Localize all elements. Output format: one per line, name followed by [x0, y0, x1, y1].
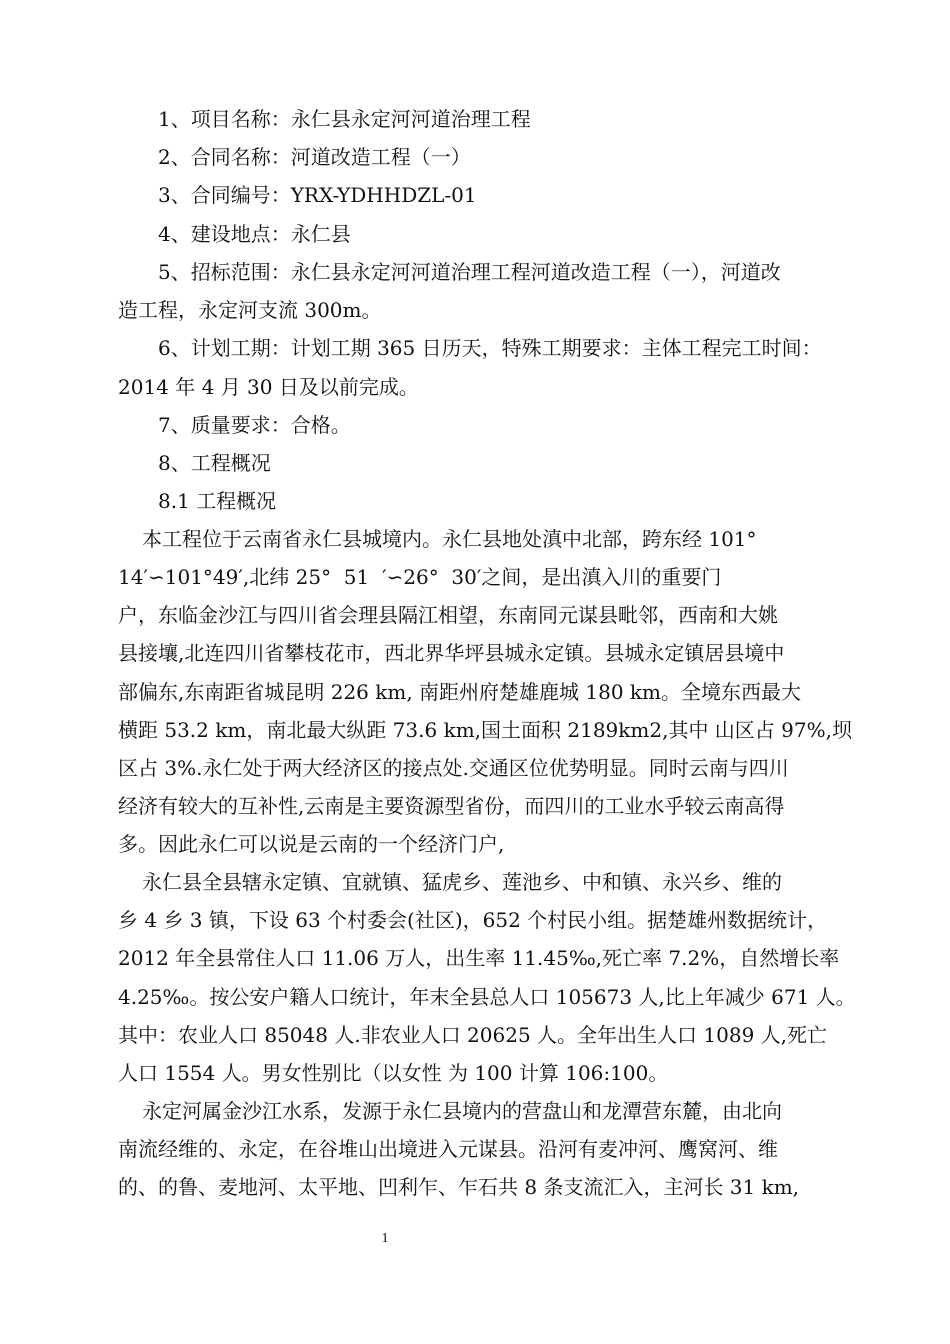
paragraph-line: 南流经维的、永定，在谷堆山出境进入元谋县。沿河有麦冲河、鹰窝河、维	[118, 1137, 778, 1161]
paragraph-line: 2012 年全县常住人口 11.06 万人，出生率 11.45‰,死亡率 7.2%，自然增长率	[118, 946, 840, 970]
contract-number-line: 3、合同编号：YRX-YDHHDZL-01	[158, 183, 477, 207]
contract-name-line: 2、合同名称：河道改造工程（一）	[158, 145, 471, 169]
paragraph-line: 其中：农业人口 85048 人.非农业人口 20625 人。全年出生人口 1089 人,死亡	[118, 1023, 828, 1047]
planned-duration-line: 6、计划工期：计划工期 365 日历天，特殊工期要求：主体工程完工时间：	[158, 336, 822, 360]
paragraph-line: 永定河属金沙江水系，发源于永仁县境内的营盘山和龙潭营东麓，由北向	[142, 1099, 782, 1123]
paragraph-line: 的、的鲁、麦地河、太平地、凹利乍、乍石共 8 条支流汇入，主河长 31 km,	[118, 1175, 800, 1199]
paragraph-line: 永仁县全县辖永定镇、宜就镇、猛虎乡、莲池乡、中和镇、永兴乡、维的	[142, 870, 782, 894]
paragraph-line: 多。因此永仁可以说是云南的一个经济门户,	[118, 832, 505, 856]
paragraph-line: 人口 1554 人。男女性别比（以女性 为 100 计算 106:100。	[118, 1061, 669, 1085]
bid-scope-line: 5、招标范围：永仁县永定河河道治理工程河道改造工程（一），河道改	[158, 260, 781, 284]
paragraph-line: 乡 4 乡 3 镇，下设 63 个村委会(社区)，652 个村民小组。据楚雄州数据统计，	[118, 908, 828, 932]
paragraph-line: 14′∽101°49′,北纬 25° 51 ′∽26° 30′之间，是出滇入川的重要门	[118, 565, 722, 589]
paragraph-line: 部偏东,东南距省城昆明 226 km, 南距州府楚雄鹿城 180 km。全境东西最大	[118, 680, 802, 704]
paragraph-line: 本工程位于云南省永仁县城境内。永仁县地处滇中北部，跨东经 101°	[142, 527, 757, 551]
paragraph-line: 4.25‰。按公安户籍人口统计，年末全县总人口 105673 人,比上年减少 671 人。	[118, 985, 856, 1009]
paragraph-line: 横距 53.2 km，南北最大纵距 73.6 km,国土面积 2189km2,其中 山区占 97%,坝	[118, 718, 852, 742]
page-number: 1	[381, 1231, 389, 1246]
paragraph-line: 经济有较大的互补性,云南是主要资源型省份，而四川的工业水乎较云南高得	[118, 794, 785, 818]
project-name-line: 1、项目名称：永仁县永定河河道治理工程	[158, 107, 531, 131]
section-heading: 8、工程概况	[158, 451, 271, 475]
subsection-heading: 8.1 工程概况	[158, 489, 277, 513]
planned-duration-line-cont: 2014 年 4 月 30 日及以前完成。	[118, 375, 419, 399]
construction-site-line: 4、建设地点：永仁县	[158, 222, 351, 246]
paragraph-line: 县接壤,北连四川省攀枝花市，西北界华坪县城永定镇。县城永定镇居县境中	[118, 641, 785, 665]
quality-requirement-line: 7、质量要求：合格。	[158, 413, 351, 437]
paragraph-line: 区占 3%.永仁处于两大经济区的接点处.交通区位优势明显。同时云南与四川	[118, 756, 789, 780]
paragraph-line: 户，东临金沙江与四川省会理县隔江相望，东南同元谋县毗邻，西南和大姚	[118, 603, 778, 627]
bid-scope-line-cont: 造工程，永定河支流 300m。	[118, 298, 382, 322]
